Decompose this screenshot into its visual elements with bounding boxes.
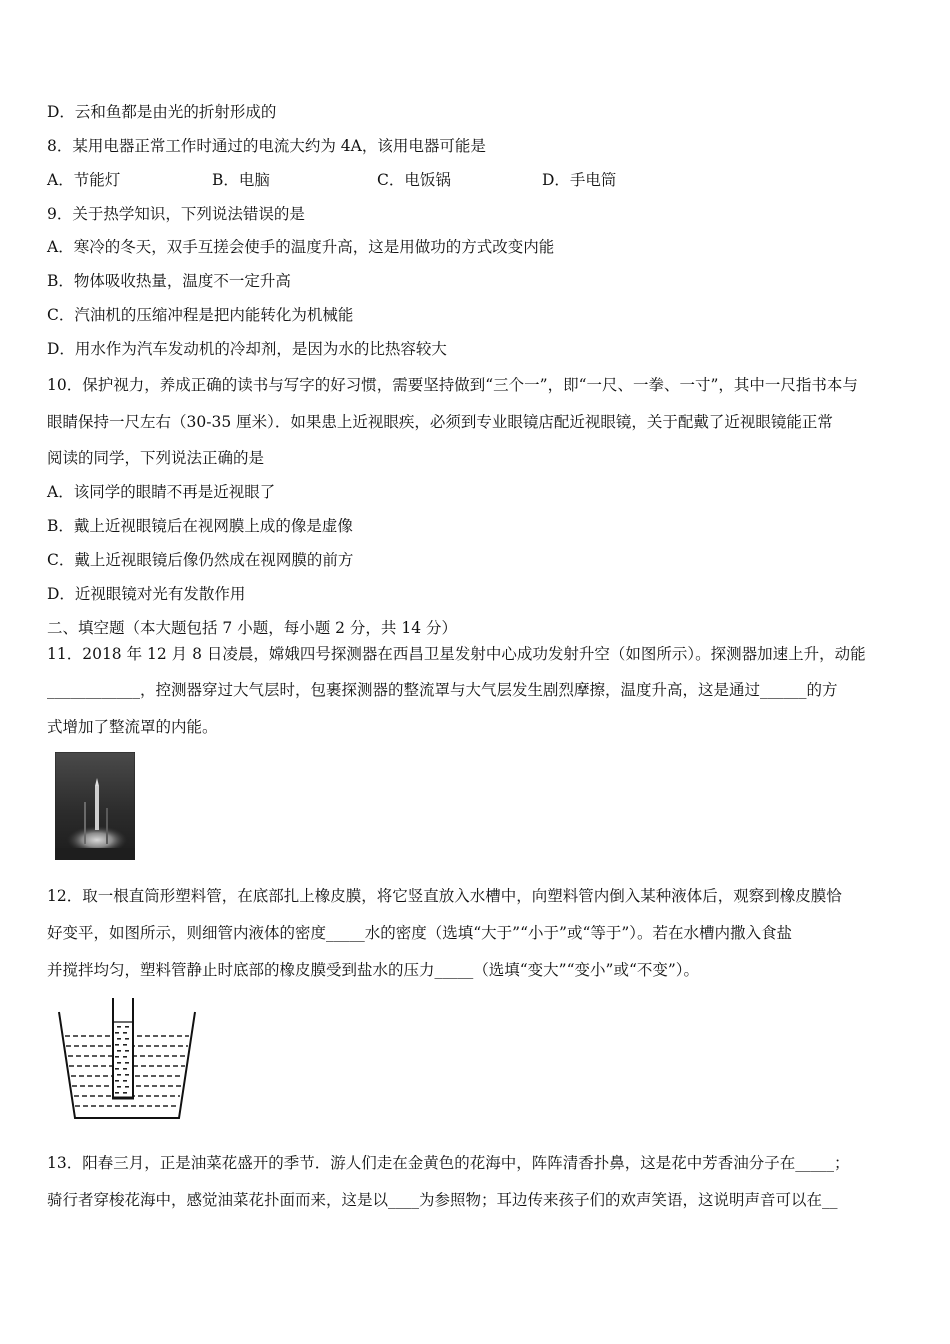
question-11-stem-3: 式增加了整流罩的内能。 xyxy=(47,718,218,736)
question-11-stem-1: 11．2018 年 12 月 8 日凌晨，嫦娥四号探测器在西昌卫星发射中心成功发射升空（如图所示）。探测器加速上升，动能 xyxy=(47,645,866,663)
option-d: D．手电筒 xyxy=(542,171,617,189)
question-10-stem-2: 眼睛保持一尺左右（30-35 厘米）．如果患上近视眼疾，必须到专业眼镜店配近视眼镜，关于配戴了近视眼镜能正常 xyxy=(47,413,833,431)
option-b: B．电脑 xyxy=(212,171,270,189)
question-11-stem-2: ____________，控测器穿过大气层时，包裹探测器的整流罩与大气层发生剧烈摩擦，温度升高，这是通过______的方 xyxy=(47,681,838,699)
question-12-stem-2: 好变平，如图所示，则细管内液体的密度_____水的密度（选填“大于”“小于”或“等于”）。若在水槽内撒入食盐 xyxy=(47,924,793,942)
question-10-stem-3: 阅读的同学，下列说法正确的是 xyxy=(47,449,265,467)
question-13-stem-2: 骑行者穿梭花海中，感觉油菜花扑面而来，这是以____为参照物；耳边传来孩子们的欢声笑语，这说明声音可以在__ xyxy=(47,1191,838,1209)
question-9-option-c: C．汽油机的压缩冲程是把内能转化为机械能 xyxy=(47,306,354,324)
question-12-stem-3: 并搅拌均匀，塑料管静止时底部的橡皮膜受到盐水的压力_____（选填“变大”“变小”或“不变”）。 xyxy=(47,961,700,979)
question-10-option-a: A．该同学的眼睛不再是近视眼了 xyxy=(47,483,276,501)
tube-in-tank-diagram xyxy=(55,996,200,1122)
question-10-option-d: D．近视眼镜对光有发散作用 xyxy=(47,585,246,603)
section-heading: 二、填空题（本大题包括 7 小题，每小题 2 分，共 14 分） xyxy=(47,619,458,637)
question-10-stem-1: 10．保护视力，养成正确的读书与写字的好习惯，需要坚持做到“三个一”，即“一尺、一拳、一寸”，其中一尺指书本与 xyxy=(47,376,858,394)
question-9-stem: 9．关于热学知识，下列说法错误的是 xyxy=(47,205,305,223)
question-9-option-b: B．物体吸收热量，温度不一定升高 xyxy=(47,272,291,290)
question-8-options xyxy=(47,170,907,190)
question-12-stem-1: 12．取一根直筒形塑料管，在底部扎上橡皮膜，将它竖直放入水槽中，向塑料管内倒入某种液体后，观察到橡皮膜恰 xyxy=(47,887,842,905)
line-1: D．云和鱼都是由光的折射形成的 xyxy=(47,103,277,121)
question-10-option-b: B．戴上近视眼镜后在视网膜上成的像是虚像 xyxy=(47,517,353,535)
question-9-option-a: A．寒冷的冬天，双手互搓会使手的温度升高，这是用做功的方式改变内能 xyxy=(47,238,555,256)
question-10-option-c: C．戴上近视眼镜后像仍然成在视网膜的前方 xyxy=(47,551,354,569)
option-a: A．节能灯 xyxy=(47,171,121,189)
question-8-stem: 8．某用电器正常工作时通过的电流大约为 4A，该用电器可能是 xyxy=(47,137,486,155)
question-13-stem-1: 13．阳春三月，正是油菜花盛开的季节．游人们走在金黄色的花海中，阵阵清香扑鼻，这是花中芳香油分子在_____； xyxy=(47,1154,850,1172)
option-c: C．电饭锅 xyxy=(377,171,451,189)
rocket-launch-photo xyxy=(55,752,135,860)
question-9-option-d: D．用水作为汽车发动机的冷却剂，是因为水的比热容较大 xyxy=(47,340,447,358)
